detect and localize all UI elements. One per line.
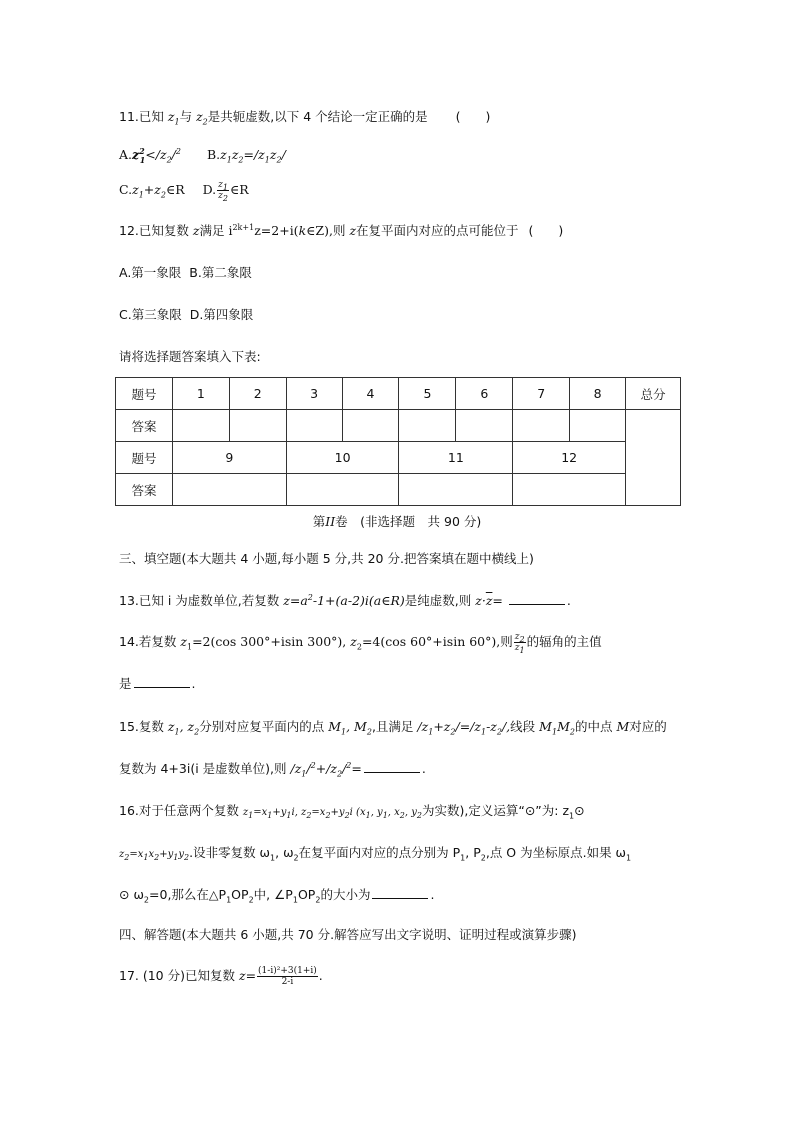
q15-post: 对应的 (629, 719, 667, 734)
q11-option-a-rest: $</z_2/^2$ (145, 146, 181, 165)
q15-answer-blank[interactable] (364, 760, 420, 773)
table-header-cell: 1 (172, 378, 229, 410)
q11-answer-paren: ( ) (455, 109, 491, 124)
answer-cell[interactable] (513, 474, 626, 506)
q16-post: 为实数),定义运算“⊙”为: z (422, 803, 570, 818)
q11-stem-mid: 与 (179, 109, 193, 124)
q15-z: $z_1$, $z_2$ (167, 719, 200, 737)
answer-cell[interactable] (513, 410, 570, 442)
q15-pre: 15.复数 (119, 719, 164, 734)
q11-option-c-end: ∈R (165, 182, 185, 197)
answer-cell[interactable] (286, 474, 399, 506)
q15-abs-condition: $/z_1+z_2/=/z_1-z_2/$, (417, 719, 511, 737)
q14-fraction: $\frac{z_2}{z_1}$ (514, 632, 525, 655)
q12-z-b: z (349, 223, 357, 238)
q17: 17. (10 分)已知复数 z= $\frac{\text{(1-i)²+3(1+i)}}{2-i}$ . (119, 966, 323, 987)
answer-cell[interactable] (172, 410, 229, 442)
q14-line2: 是 . (119, 676, 196, 691)
table-header-cell: 2 (229, 378, 286, 410)
q13-answer-blank[interactable] (509, 592, 565, 605)
table-header-cell: 11 (399, 442, 513, 474)
q16-line2: $z_2=x_1x_2+y_1y_2$.设非零复数 $\omega_1$, $\omega_2$在复平面内对应的点分别为 $P_1$, $P_2$,点 O 为坐标原点.如果 $\omega_1$ (119, 845, 632, 863)
q12-stem-post: 在复平面内对应的点可能位于 (356, 223, 519, 238)
q11-stem-post: 是共轭虚数,以下 4 个结论一定正确的是 (207, 109, 428, 124)
z1: $z_1$ (167, 109, 180, 127)
q12-options-cd (119, 306, 253, 324)
table-header-cell: 6 (456, 378, 513, 410)
answer-cell[interactable] (342, 410, 399, 442)
table-header-cell: 题号 (116, 378, 173, 410)
answer-cell[interactable] (399, 410, 456, 442)
section3-title: 三、填空题(本大题共 4 小题,每小题 5 分,共 20 分.把答案填在题中横线上) (119, 551, 534, 566)
q15-M: M (616, 719, 630, 734)
q15-line2: 复数为 4+3i(i 是虚数单位),则 $/z_1/^2+/z_2/^2=$ . (119, 760, 426, 779)
q17-fraction: $\frac{\text{(1-i)²+3(1+i)}}{2-i}$ (258, 966, 317, 987)
table-header-cell: 5 (399, 378, 456, 410)
q14-post: 的辐角的主值 (526, 634, 602, 649)
q15-mid3: 线段 (510, 719, 536, 734)
q12-option-b: B.第二象限 (189, 265, 252, 280)
table-header-cell: 7 (513, 378, 570, 410)
q14-expression-1: $z_1=2(\cos$ 300°+isin 300°), (180, 634, 347, 652)
q11-option-b: $z_1z_2=/z_1z_2/$ (220, 147, 286, 165)
q12-z: z (192, 223, 200, 238)
q15-mid2: ,且满足 (371, 719, 414, 734)
q16-line3: ⊙ $\omega_2=0$,那么在$\triangle P_1OP_2$中, $\angle P_1OP_2$的大小为 . (119, 887, 435, 905)
q12-option-a: A.第一象限 (119, 265, 182, 280)
answer-cell[interactable] (456, 410, 513, 442)
table-header-cell: 9 (172, 442, 286, 474)
q11-options-cd (119, 180, 249, 201)
table-header-cell: 题号 (116, 442, 173, 474)
q11-option-c-label: C. (119, 182, 133, 197)
q16: 16.对于任意两个复数 $z_1=x_1+y_1i$, $z_2=x_2+y_2i$ ($x_1$, $y_1$, $x_2$, $y_2$为实数),定义运算“⊙”为: $z_1⊙$ (119, 803, 585, 821)
table-row (116, 442, 681, 474)
z2: $z_2$ (196, 109, 208, 127)
q17-pre: 17. (10 分)已知复数 (119, 968, 235, 983)
q15-mid1: 分别对应复平面内的点 (199, 719, 325, 734)
q12-answer-paren: ( ) (528, 223, 564, 238)
q17-z: z= (238, 968, 257, 983)
table-row (116, 474, 681, 506)
table-header-cell: 10 (286, 442, 399, 474)
q15-sum-expression: $/z_1/^2+/z_2/^2=$ (290, 760, 362, 779)
q11-option-c: $z_1+z_2$ (132, 182, 166, 200)
q14-pre: 14.若复数 (119, 634, 177, 649)
q15-points: $M_1$, $M_2$ (328, 719, 372, 737)
table-header-cell: 8 (570, 378, 626, 410)
answer-cell[interactable] (286, 410, 342, 442)
q11-option-a: $z^2_1$ (132, 145, 146, 165)
table-row (116, 410, 681, 442)
q16-operation: $z_2=x_1x_2+y_1y_2$ (119, 849, 190, 862)
q11-stem (119, 108, 490, 126)
q11-option-d-label: D. (202, 182, 217, 197)
section2-title: 第II卷 (非选择题 共 90 分) (312, 514, 482, 529)
q13-pre: 13.已知 i 为虚数单位,若复数 (119, 593, 280, 608)
q14-expression-2: $z_2=4(\cos$ 60°+isin 60°),则 (350, 634, 513, 652)
section4-title: 四、解答题(本大题共 6 小题,共 70 分.解答应写出文字说明、证明过程或演算步骤) (119, 927, 577, 942)
q14-answer-blank[interactable] (134, 675, 190, 688)
q12-option-c: C.第三象限 (119, 307, 182, 322)
q12-stem-mid1: 满足 (199, 223, 225, 238)
q11-option-d-end: ∈R (230, 182, 249, 197)
q13-expression: $z=a^2-1+(a-2)i(a\in R)$ (283, 592, 405, 608)
q12-stem (119, 222, 563, 240)
answer-cell[interactable] (229, 410, 286, 442)
q11-stem-pre: 11.已知 (119, 109, 164, 124)
q15 (119, 718, 667, 736)
answer-table (115, 377, 681, 506)
q11-options-ab (119, 146, 286, 164)
table-row-label: 答案 (116, 474, 173, 506)
q11-option-d-fraction: $\frac{z_1}{z_2}$ (218, 180, 228, 203)
table-row-label: 答案 (116, 410, 173, 442)
answer-cell[interactable] (570, 410, 626, 442)
q12-expression: $i^{2k+1}z=2+i(k\in Z)$,则 (228, 222, 346, 238)
table-row (116, 378, 681, 410)
q16-pre: 16.对于任意两个复数 (119, 803, 239, 818)
table-intro: 请将选择题答案填入下表: (119, 349, 261, 364)
q15-mid4: 的中点 (574, 719, 613, 734)
q16-answer-blank[interactable] (372, 886, 428, 899)
q15-segment: $M_1M_2$ (539, 719, 575, 737)
q11-option-b-label: B. (206, 147, 221, 162)
q12-options-ab (119, 264, 252, 282)
table-header-cell: 12 (513, 442, 626, 474)
q11-option-a-label: A. (119, 147, 133, 162)
table-total-header: 总分 (626, 378, 681, 410)
total-score-cell[interactable] (626, 410, 681, 506)
answer-cell[interactable] (172, 474, 286, 506)
answer-cell[interactable] (399, 474, 513, 506)
q13-product: $z\cdot\overline{z}=$ (475, 593, 503, 608)
q13-post: 是纯虚数,则 (404, 593, 472, 608)
table-header-cell: 4 (342, 378, 399, 410)
table-header-cell: 3 (286, 378, 342, 410)
q16-definition: $z_1=x_1+y_1i$, $z_2=x_2+y_2i$ ($x_1$, $y_1$, $x_2$, $y_2$ (242, 807, 422, 820)
q12-stem-pre: 12.已知复数 (119, 223, 189, 238)
q14 (119, 632, 602, 653)
q12-option-d: D.第四象限 (189, 307, 254, 322)
q13: 13.已知 i 为虚数单位,若复数 $z=a^2-1+(a-2)i(a\in R)$是纯虚数,则 $z\cdot\overline{z}=$ . (119, 592, 571, 608)
